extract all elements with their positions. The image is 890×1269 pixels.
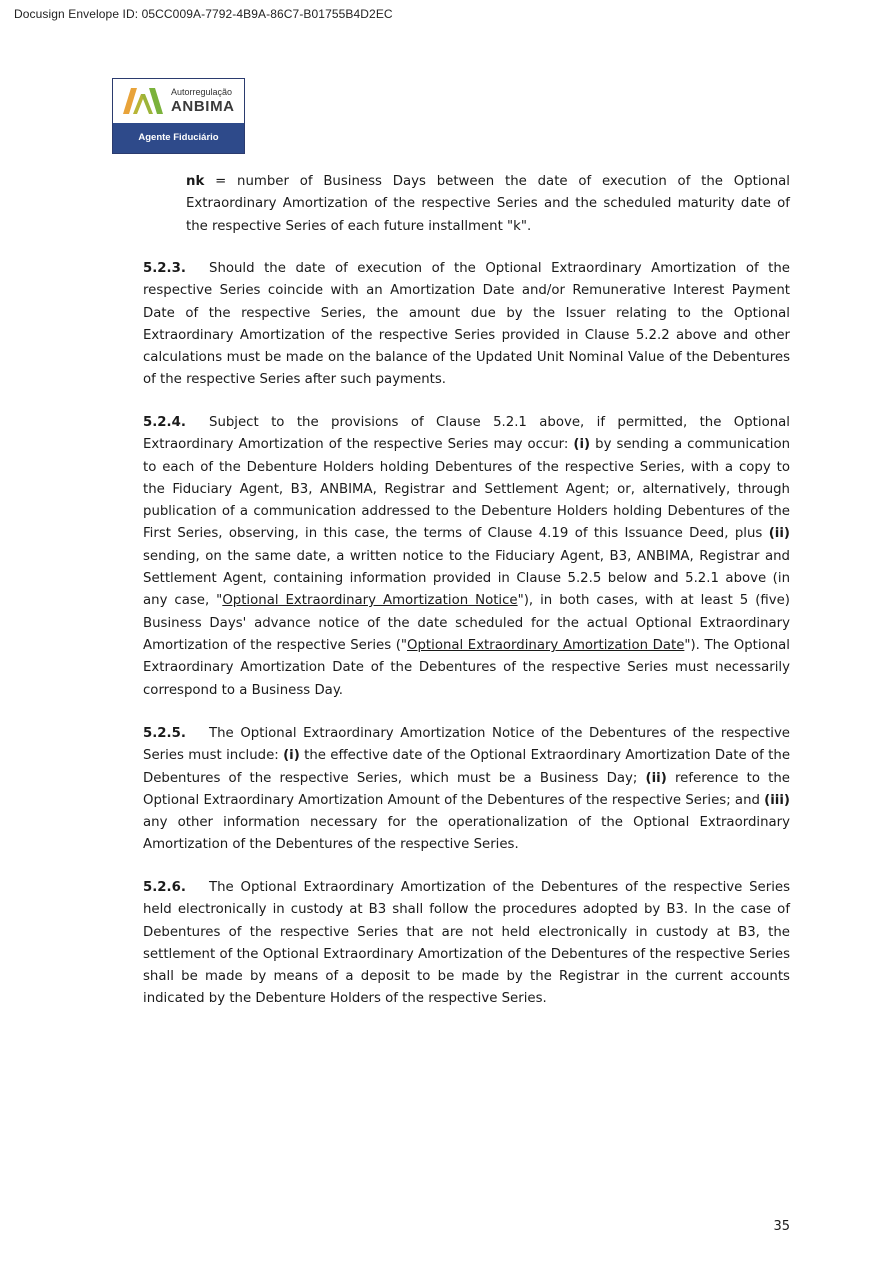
clause-text: The Optional Extraordinary Amortization Notice of the Debentures of the respective Series must include:: [143, 726, 790, 764]
logo-band-text: Agente Fiduciário: [113, 123, 244, 153]
clause-text: reference to the Optional Extraordinary Amortization Amount of the Debentures of the respective Series; and: [143, 770, 790, 808]
defined-term: Optional Extraordinary Amortization Notice: [222, 593, 518, 609]
clause-number: 5.2.3.: [143, 261, 186, 276]
logo-big-text: ANBIMA: [171, 98, 235, 115]
clause-text: The Optional Extraordinary Amortization of the Debentures of the respective Series held electronically in custody at B3 shall follow the procedures adopted by B3. In the case of Debentures of the respective Series that are not held electronically in custody at B3, the settlement of the Optional Extraordinary Amortization of the Debentures of the respective Series shall be made by means of a deposit to be made by the Registrar in the current accounts indicated by the Debenture Holders of the respective Series.: [143, 880, 790, 1007]
clause-number: 5.2.5.: [143, 726, 186, 741]
clause-5-2-5: [143, 723, 790, 857]
clause-text: Should the date of execution of the Optional Extraordinary Amortization of the respective Series coincide with an Amortization Date and/or Remunerative Interest Payment Date of the respective Series, the amount due by the Issuer relating to the Optional Extraordinary Amortization of the respective Series provided in Clause 5.2.2 above and other calculations must be made on the balance of the Updated Unit Nominal Value of the Debentures of the respective Series after such payments.: [143, 261, 790, 388]
anbima-mark-icon: [123, 88, 163, 114]
clause-text: any other information necessary for the operationalization of the Optional Extraordinary Amortization of the Debentures of the respective Series.: [143, 815, 790, 853]
clause-text: "). The Optional Extraordinary Amortization Date of the Debentures of the respective Series must necessarily correspond to a Business Day.: [143, 637, 790, 698]
page-number: 35: [773, 1219, 790, 1234]
clause-text: by sending a communication to each of the Debenture Holders holding Debentures of the respective Series, with a copy to the Fiduciary Agent, B3, ANBIMA, Registrar and Settlement Agent; or, alternatively, through publication of a communication addressed to the Debenture Holders holding Debentures of the First Series, observing, in this case, the terms of Clause 4.19 of this Issuance Deed, plus: [143, 437, 791, 542]
clause-5-2-6: [143, 877, 790, 1011]
clause-number: 5.2.6.: [143, 880, 186, 895]
clause-text: the effective date of the Optional Extraordinary Amortization Date of the Debentures of the respective Series, which must be a Business Day;: [143, 748, 791, 786]
envelope-id: Docusign Envelope ID: 05CC009A-7792-4B9A-86C7-B01755B4D2EC: [14, 7, 393, 21]
clause-5-2-4: [143, 412, 790, 702]
item-marker: (iii): [764, 792, 790, 808]
item-marker: (i): [573, 437, 591, 453]
item-marker: (ii): [645, 770, 667, 786]
clause-5-2-3: [143, 258, 790, 392]
clause-text: "), in both cases, with at least 5 (five) Business Days' advance notice of the date scheduled for the actual Optional Extraordinary Amortization of the respective Series (": [143, 593, 790, 653]
nk-text: = number of Business Days between the date of execution of the Optional Extraordinary Amortization of the respective Series and the scheduled maturity date of the respective Series of each future installment "k".: [186, 174, 790, 234]
item-marker: (ii): [768, 526, 790, 542]
nk-term: nk: [186, 174, 205, 189]
logo-small-text: Autorregulação: [171, 87, 233, 97]
logo-top: [113, 79, 244, 123]
defined-term: Optional Extraordinary Amortization Date: [407, 637, 685, 653]
clause-text: sending, on the same date, a written notice to the Fiduciary Agent, B3, ANBIMA, Registrar and Settlement Agent, containing information provided in Clause 5.2.5 below and 5.2.1 above (in any case, ": [143, 548, 790, 609]
clause-number: 5.2.4.: [143, 415, 186, 430]
item-marker: (i): [283, 748, 300, 764]
anbima-logo: [112, 78, 245, 154]
nk-definition: [186, 171, 790, 238]
clause-text: Subject to the provisions of Clause 5.2.1 above, if permitted, the Optional Extraordinary Amortization of the respective Series may occur:: [143, 415, 790, 453]
